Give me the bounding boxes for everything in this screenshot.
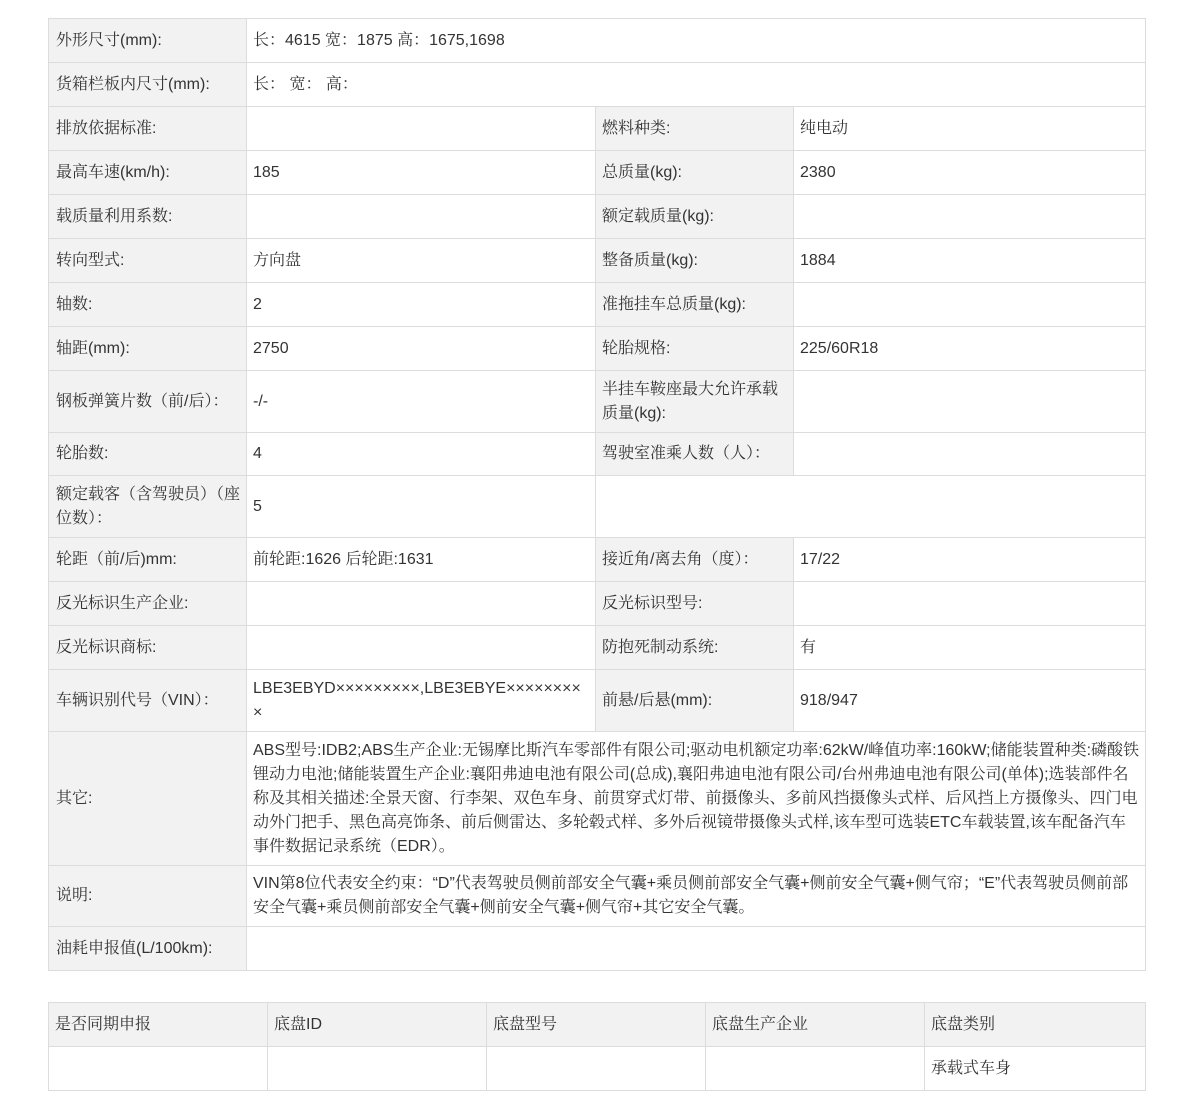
spec-row-track bbox=[49, 538, 1146, 582]
note-label: 说明: bbox=[49, 866, 247, 927]
passengers-label: 额定载客（含驾驶员）（座位数）： bbox=[49, 476, 247, 538]
curb-mass-value: 1884 bbox=[794, 239, 1146, 283]
spec-row-tires bbox=[49, 433, 1146, 476]
fuel-consumption-value bbox=[247, 927, 1146, 971]
rated-load-value bbox=[794, 195, 1146, 239]
fuel-value: 纯电动 bbox=[794, 107, 1146, 151]
emission-label: 排放依据标准: bbox=[49, 107, 247, 151]
fuel-consumption-label: 油耗申报值(L/100km): bbox=[49, 927, 247, 971]
tire-spec-value: 225/60R18 bbox=[794, 327, 1146, 371]
reflector-brand-value bbox=[247, 626, 596, 670]
axles-value: 2 bbox=[247, 283, 596, 327]
track-label: 轮距（前/后)mm: bbox=[49, 538, 247, 582]
saddle-label: 半挂车鞍座最大允许承载质量(kg): bbox=[596, 371, 794, 433]
angle-value: 17/22 bbox=[794, 538, 1146, 582]
chassis-model-value bbox=[487, 1047, 706, 1091]
other-label: 其它: bbox=[49, 732, 247, 866]
load-util-label: 载质量利用系数: bbox=[49, 195, 247, 239]
tires-value: 4 bbox=[247, 433, 596, 476]
max-speed-value: 185 bbox=[247, 151, 596, 195]
chassis-data-row bbox=[49, 1047, 1146, 1091]
spec-row-emission-fuel bbox=[49, 107, 1146, 151]
abs-label: 防抱死制动系统: bbox=[596, 626, 794, 670]
chassis-id-value bbox=[268, 1047, 487, 1091]
rated-load-label: 额定载质量(kg): bbox=[596, 195, 794, 239]
passengers-value: 5 bbox=[247, 476, 596, 538]
spec-row-note bbox=[49, 866, 1146, 927]
load-util-value bbox=[247, 195, 596, 239]
chassis-table bbox=[48, 1002, 1146, 1091]
other-value: ABS型号:IDB2;ABS生产企业:无锡摩比斯汽车零部件有限公司;驱动电机额定功率:62kW/峰值功率:160kW;储能装置种类:磷酸铁锂动力电池;储能装置生产企业:襄阳弗迪电池有限公司(总成),襄阳弗迪电池有限公司/台州弗迪电池有限公司(单体);选装部件名称及其相关描述:全景天窗、行李架、双色车身、前贯穿式灯带、前摄像头、多前风挡摄像头式样、后风挡上方摄像头、四门电动外门把手、黑色高亮饰条、前后侧雷达、多轮毂式样、多外后视镜带摄像头式样,该车型可选装ETC车载装置,该车配备汽车事件数据记录系统（EDR）。 bbox=[247, 732, 1146, 866]
total-mass-value: 2380 bbox=[794, 151, 1146, 195]
spec-row-cargo-box bbox=[49, 63, 1146, 107]
trailer-mass-label: 准拖挂车总质量(kg): bbox=[596, 283, 794, 327]
overhang-label: 前悬/后悬(mm): bbox=[596, 670, 794, 732]
dimensions-value: 长：4615 宽：1875 高：1675,1698 bbox=[247, 19, 1146, 63]
cargo-box-label: 货箱栏板内尺寸(mm): bbox=[49, 63, 247, 107]
reflector-brand-label: 反光标识商标: bbox=[49, 626, 247, 670]
spec-row-passengers bbox=[49, 476, 1146, 538]
spec-row-dimensions bbox=[49, 19, 1146, 63]
spec-row-leaf-spring bbox=[49, 371, 1146, 433]
chassis-maker-value bbox=[706, 1047, 925, 1091]
note-value: VIN第8位代表安全约束：“D”代表驾驶员侧前部安全气囊+乘员侧前部安全气囊+侧前安全气囊+侧气帘；“E”代表驾驶员侧前部安全气囊+乘员侧前部安全气囊+侧前安全气囊+侧气帘+其它安全气囊。 bbox=[247, 866, 1146, 927]
saddle-value bbox=[794, 371, 1146, 433]
steering-label: 转向型式: bbox=[49, 239, 247, 283]
chassis-header-row bbox=[49, 1003, 1146, 1047]
wheelbase-value: 2750 bbox=[247, 327, 596, 371]
chassis-header-category: 底盘类别 bbox=[925, 1003, 1146, 1047]
angle-label: 接近角/离去角（度）： bbox=[596, 538, 794, 582]
spec-row-fuel-consumption bbox=[49, 927, 1146, 971]
cargo-box-value: 长： 宽： 高： bbox=[247, 63, 1146, 107]
abs-value: 有 bbox=[794, 626, 1146, 670]
chassis-sync-declare-value bbox=[49, 1047, 268, 1091]
cab-seats-label: 驾驶室准乘人数（人）： bbox=[596, 433, 794, 476]
emission-value bbox=[247, 107, 596, 151]
spec-row-other bbox=[49, 732, 1146, 866]
wheelbase-label: 轴距(mm): bbox=[49, 327, 247, 371]
tires-label: 轮胎数: bbox=[49, 433, 247, 476]
tire-spec-label: 轮胎规格: bbox=[596, 327, 794, 371]
cab-seats-value bbox=[794, 433, 1146, 476]
vin-label: 车辆识别代号（VIN）： bbox=[49, 670, 247, 732]
reflector-model-value bbox=[794, 582, 1146, 626]
vehicle-spec-table bbox=[48, 18, 1146, 971]
axles-label: 轴数: bbox=[49, 283, 247, 327]
chassis-header-id: 底盘ID bbox=[268, 1003, 487, 1047]
reflector-maker-value bbox=[247, 582, 596, 626]
fuel-label: 燃料种类: bbox=[596, 107, 794, 151]
reflector-model-label: 反光标识型号: bbox=[596, 582, 794, 626]
curb-mass-label: 整备质量(kg): bbox=[596, 239, 794, 283]
spec-row-wheelbase bbox=[49, 327, 1146, 371]
track-value: 前轮距:1626 后轮距:1631 bbox=[247, 538, 596, 582]
steering-value: 方向盘 bbox=[247, 239, 596, 283]
dimensions-label: 外形尺寸(mm): bbox=[49, 19, 247, 63]
trailer-mass-value bbox=[794, 283, 1146, 327]
chassis-header-model: 底盘型号 bbox=[487, 1003, 706, 1047]
reflector-maker-label: 反光标识生产企业: bbox=[49, 582, 247, 626]
leaf-spring-label: 钢板弹簧片数（前/后）： bbox=[49, 371, 247, 433]
spec-row-reflector bbox=[49, 582, 1146, 626]
spec-row-steering bbox=[49, 239, 1146, 283]
total-mass-label: 总质量(kg): bbox=[596, 151, 794, 195]
chassis-header-sync-declare: 是否同期申报 bbox=[49, 1003, 268, 1047]
spec-row-load bbox=[49, 195, 1146, 239]
leaf-spring-value: -/- bbox=[247, 371, 596, 433]
spec-row-axles bbox=[49, 283, 1146, 327]
overhang-value: 918/947 bbox=[794, 670, 1146, 732]
spec-row-vin bbox=[49, 670, 1146, 732]
chassis-category-value: 承载式车身 bbox=[925, 1047, 1146, 1091]
spec-row-speed-mass bbox=[49, 151, 1146, 195]
vin-value: LBE3EBYD×××××××××,LBE3EBYE××××××××× bbox=[247, 670, 596, 732]
chassis-header-maker: 底盘生产企业 bbox=[706, 1003, 925, 1047]
passengers-empty-cell bbox=[596, 476, 1146, 538]
max-speed-label: 最高车速(km/h): bbox=[49, 151, 247, 195]
spec-row-reflector-brand bbox=[49, 626, 1146, 670]
